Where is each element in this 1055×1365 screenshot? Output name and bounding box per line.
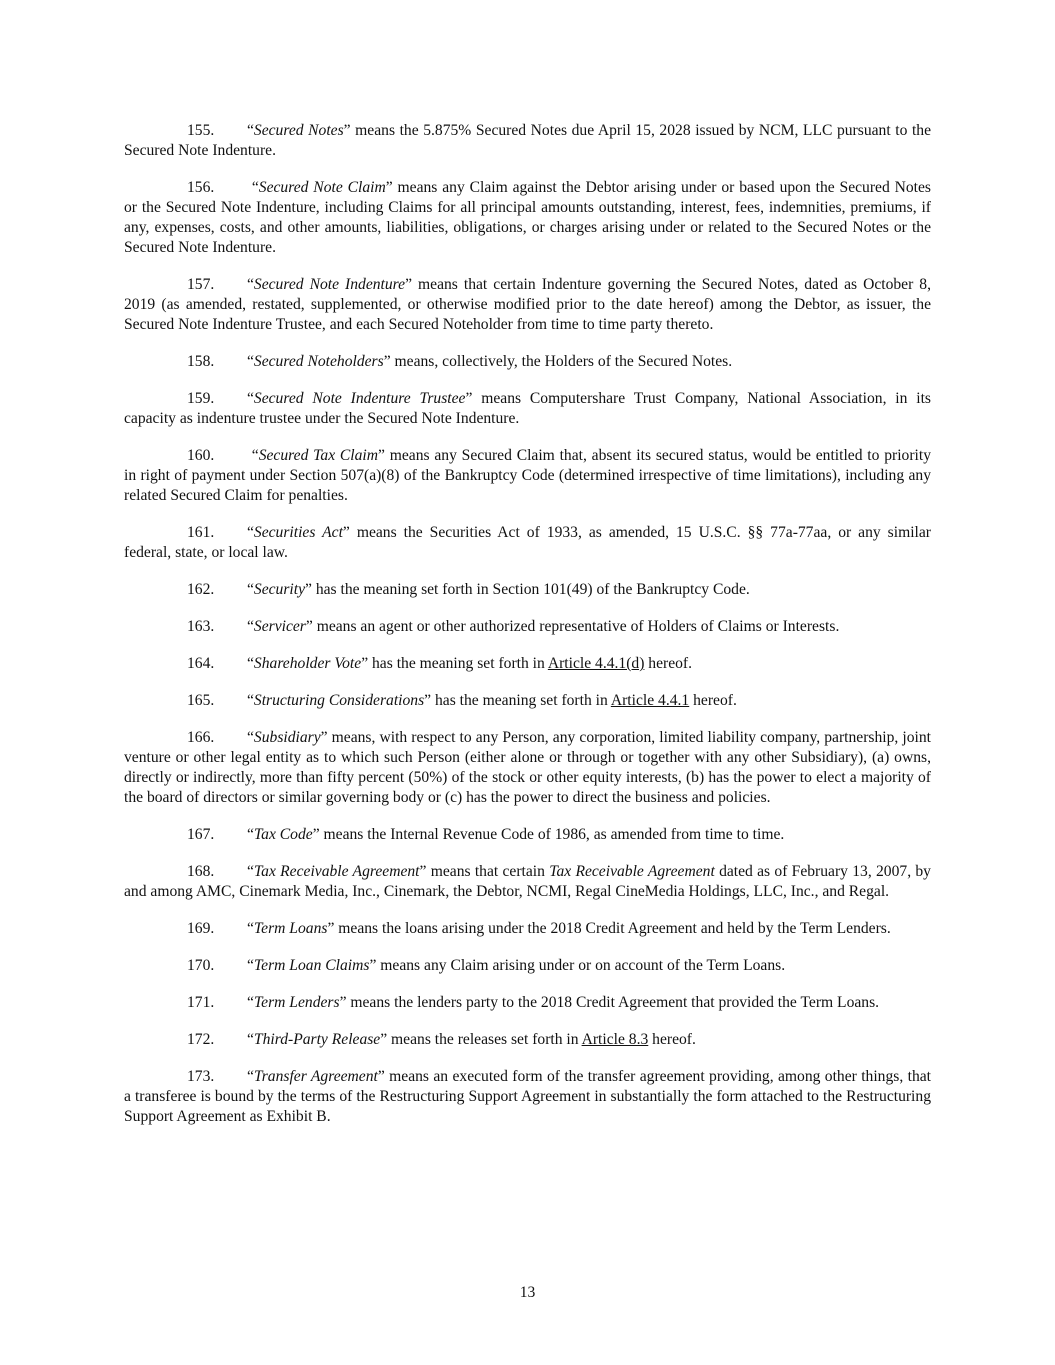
close-quote: ” bbox=[424, 692, 432, 709]
definition-paragraph bbox=[124, 580, 931, 600]
definition-number: 161. bbox=[187, 524, 215, 541]
definition-paragraph bbox=[124, 993, 931, 1013]
definition-number: 155. bbox=[187, 122, 215, 139]
definition-paragraph bbox=[124, 121, 931, 161]
definition-number: 162. bbox=[187, 581, 215, 598]
definition-text: means that certain Indenture governing the Secured Notes, dated as October 8, 2019 (as amended, restated, supplemented, or otherwise modified prior to the date hereof) among the Debtor, as issuer, the Secured Note Indenture Trustee, and each Secured Noteholder from time to time party thereto. bbox=[124, 276, 932, 333]
definition-text: means the Internal Revenue Code of 1986, as amended from time to time. bbox=[319, 826, 785, 843]
definition-text: means that certain bbox=[426, 863, 550, 880]
close-quote: ” bbox=[305, 581, 312, 598]
definition-paragraph bbox=[124, 919, 931, 939]
definition-number: 173. bbox=[187, 1068, 215, 1085]
defined-term: Security bbox=[253, 581, 306, 598]
close-quote: ” bbox=[383, 353, 391, 370]
open-quote: “ bbox=[247, 390, 254, 407]
definition-text: has the meaning set forth in Section 101(49) of the Bankruptcy Code. bbox=[311, 581, 750, 598]
definition-paragraph bbox=[124, 1030, 931, 1050]
close-quote: ” bbox=[380, 1031, 388, 1048]
open-quote: “ bbox=[247, 524, 254, 541]
open-quote: “ bbox=[247, 122, 254, 139]
open-quote: “ bbox=[247, 1031, 254, 1048]
definition-text: means any Claim arising under or on account of the Term Loans. bbox=[376, 957, 786, 974]
definition-number: 158. bbox=[187, 353, 215, 370]
definition-text: means the lenders party to the 2018 Credit Agreement that provided the Term Loans. bbox=[346, 994, 880, 1011]
open-quote: “ bbox=[247, 581, 254, 598]
close-quote: ” bbox=[385, 179, 393, 196]
defined-term: Servicer bbox=[253, 618, 306, 635]
definition-text: means the releases set forth in bbox=[387, 1031, 582, 1048]
definitions-list bbox=[124, 121, 931, 1127]
open-quote: “ bbox=[247, 276, 254, 293]
definition-text: means, collectively, the Holders of the Secured Notes. bbox=[390, 353, 733, 370]
definition-paragraph bbox=[124, 728, 931, 808]
definition-number: 167. bbox=[187, 826, 215, 843]
open-quote: “ bbox=[247, 1068, 254, 1085]
definition-number: 169. bbox=[187, 920, 215, 937]
definition-text: means any Secured Claim that, absent its secured status, would be entitled to priority in right of payment under Section 507(a)(8) of the Bankruptcy Code (determined irrespective of time limitations), including any related Secured Claim for penalties. bbox=[124, 447, 931, 504]
close-quote: ” bbox=[405, 276, 413, 293]
defined-term: Tax Code bbox=[253, 826, 313, 843]
definition-paragraph bbox=[124, 654, 931, 674]
defined-term: Subsidiary bbox=[253, 729, 321, 746]
defined-term: Secured Tax Claim bbox=[258, 447, 379, 464]
definition-paragraph bbox=[124, 691, 931, 711]
definition-paragraph bbox=[124, 446, 931, 506]
defined-term: Term Lenders bbox=[253, 994, 340, 1011]
defined-term: Structuring Considerations bbox=[253, 692, 425, 709]
close-quote: ” bbox=[327, 920, 335, 937]
definition-number: 166. bbox=[187, 729, 215, 746]
open-quote: “ bbox=[247, 920, 254, 937]
definition-text-end: dated as of February 13, 2007, by and among AMC, Cinemark Media, Inc., Cinemark, the Debtor, NCMI, Regal CineMedia Holdings, LLC, Inc., and Regal. bbox=[124, 863, 931, 900]
defined-term: Third-Party Release bbox=[253, 1031, 381, 1048]
open-quote: “ bbox=[247, 353, 254, 370]
definition-text-end: hereof. bbox=[648, 1031, 696, 1048]
close-quote: ” bbox=[378, 447, 385, 464]
open-quote: “ bbox=[247, 655, 254, 672]
defined-term: Tax Receivable Agreement bbox=[253, 863, 420, 880]
defined-term: Secured Noteholders bbox=[253, 353, 384, 370]
cross-reference-link: Article 8.3 bbox=[581, 1031, 649, 1048]
open-quote: “ bbox=[247, 618, 254, 635]
close-quote: ” bbox=[419, 863, 427, 880]
close-quote: ” bbox=[343, 122, 351, 139]
definition-number: 170. bbox=[187, 957, 215, 974]
definition-text-end: hereof. bbox=[644, 655, 693, 672]
close-quote: ” bbox=[305, 618, 313, 635]
document-page bbox=[124, 121, 931, 1144]
defined-term: Secured Note Indenture Trustee bbox=[253, 390, 466, 407]
close-quote: ” bbox=[377, 1068, 385, 1085]
close-quote: ” bbox=[339, 994, 347, 1011]
close-quote: ” bbox=[320, 729, 328, 746]
defined-term: Secured Note Claim bbox=[258, 179, 386, 196]
definition-number: 156. bbox=[187, 179, 215, 196]
defined-term: Shareholder Vote bbox=[253, 655, 362, 672]
definition-text: means an executed form of the transfer agreement providing, among other things, that a transferee is bound by the terms of the Restructuring Support Agreement in substantially the form attached to the Restructuring Support Agreement as Exhibit B. bbox=[124, 1068, 931, 1125]
definition-number: 165. bbox=[187, 692, 215, 709]
definition-paragraph bbox=[124, 352, 931, 372]
definition-text: means the loans arising under the 2018 Credit Agreement and held by the Term Lenders. bbox=[334, 920, 891, 937]
definition-paragraph bbox=[124, 956, 931, 976]
definition-number: 171. bbox=[187, 994, 215, 1011]
definition-number: 172. bbox=[187, 1031, 215, 1048]
defined-term: Term Loans bbox=[253, 920, 328, 937]
definition-text: means any Claim against the Debtor arising under or based upon the Secured Notes or the Secured Note Indenture, including Claims for all principal amounts outstanding, interest, fees, indemnities, premiums, if any, expenses, costs, and other amounts, liabilities, obligations, or charges arising under or related to the Secured Notes or the Secured Note Indenture. bbox=[124, 179, 931, 256]
definition-number: 164. bbox=[187, 655, 215, 672]
cross-reference-link: Article 4.4.1(d) bbox=[547, 655, 645, 672]
open-quote: “ bbox=[247, 447, 259, 464]
close-quote: ” bbox=[342, 524, 350, 541]
definition-number: 157. bbox=[187, 276, 215, 293]
close-quote: ” bbox=[361, 655, 369, 672]
definition-paragraph bbox=[124, 523, 931, 563]
definition-paragraph bbox=[124, 1067, 931, 1127]
open-quote: “ bbox=[247, 994, 254, 1011]
definition-number: 160. bbox=[187, 447, 215, 464]
definition-paragraph bbox=[124, 275, 931, 335]
open-quote: “ bbox=[247, 957, 254, 974]
referenced-term: Tax Receivable Agreement bbox=[549, 863, 715, 880]
definition-paragraph bbox=[124, 617, 931, 637]
definition-text: has the meaning set forth in bbox=[368, 655, 548, 672]
definition-text: means, with respect to any Person, any corporation, limited liability company, partnership, joint venture or other legal entity as to which such Person (either alone or through or together with any other Subsidiary), (a) owns, directly or indirectly, more than fifty percent (50%) of the stock or other equity interests, (b) has the power to elect a majority of the board of directors or similar governing body or (c) has the power to direct the business and policies. bbox=[124, 729, 931, 806]
definition-paragraph bbox=[124, 178, 931, 258]
close-quote: ” bbox=[312, 826, 320, 843]
close-quote: ” bbox=[369, 957, 377, 974]
definition-number: 168. bbox=[187, 863, 215, 880]
defined-term: Securities Act bbox=[253, 524, 343, 541]
definition-text: means the 5.875% Secured Notes due April 15, 2028 issued by NCM, LLC pursuant to the Secured Note Indenture. bbox=[124, 122, 932, 159]
defined-term: Term Loan Claims bbox=[253, 957, 370, 974]
close-quote: ” bbox=[465, 390, 473, 407]
definition-text: means the Securities Act of 1933, as amended, 15 U.S.C. §§ 77a-77aa, or any similar federal, state, or local law. bbox=[124, 524, 931, 561]
open-quote: “ bbox=[247, 729, 254, 746]
open-quote: “ bbox=[247, 863, 254, 880]
definition-text-end: hereof. bbox=[689, 692, 737, 709]
open-quote: “ bbox=[247, 179, 259, 196]
definition-number: 159. bbox=[187, 390, 215, 407]
page-number: 13 bbox=[519, 1284, 536, 1301]
definition-text: means an agent or other authorized representative of Holders of Claims or Interests. bbox=[312, 618, 840, 635]
definition-number: 163. bbox=[187, 618, 215, 635]
definition-text: means Computershare Trust Company, National Association, in its capacity as indenture trustee under the Secured Note Indenture. bbox=[124, 390, 931, 427]
definition-paragraph bbox=[124, 389, 931, 429]
definition-paragraph bbox=[124, 825, 931, 845]
definition-text: has the meaning set forth in bbox=[431, 692, 611, 709]
definition-paragraph bbox=[124, 862, 931, 902]
defined-term: Transfer Agreement bbox=[253, 1068, 378, 1085]
cross-reference-link: Article 4.4.1 bbox=[610, 692, 690, 709]
open-quote: “ bbox=[247, 826, 254, 843]
open-quote: “ bbox=[247, 692, 254, 709]
defined-term: Secured Note Indenture bbox=[253, 276, 406, 293]
defined-term: Secured Notes bbox=[253, 122, 344, 139]
